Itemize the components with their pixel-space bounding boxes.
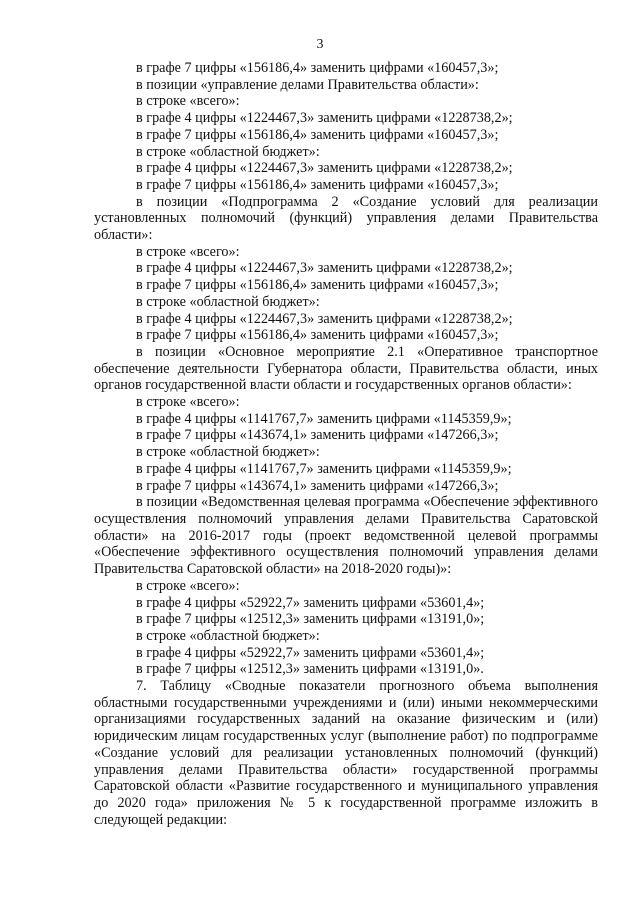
- paragraph: в строке «областной бюджет»:: [136, 627, 320, 644]
- paragraph: в графе 4 цифры «1224467,3» заменить цифрами «1228738,2»;: [136, 260, 513, 277]
- paragraph: в графе 4 цифры «1141767,7» заменить цифрами «1145359,9»;: [136, 460, 512, 477]
- paragraph: в графе 4 цифры «1224467,3» заменить цифрами «1228738,2»;: [136, 160, 513, 177]
- paragraph: в графе 4 цифры «1224467,3» заменить цифрами «1228738,2»;: [136, 110, 513, 127]
- paragraph: в графе 7 цифры «156186,4» заменить цифрами «160457,3»;: [136, 176, 499, 193]
- paragraph: в строке «областной бюджет»:: [136, 293, 320, 310]
- paragraph: в строке «областной бюджет»:: [136, 143, 320, 160]
- paragraph: в позиции «Ведомственная целевая программа «Обеспечение эффективного осуществления полномочий управления делами Правительства Саратовской области» на 2016-2017 годы (проект ведомственной целевой программы «Обеспечение эффективного осуществления полномочий управления делами Правительства Саратовской области» на 2018-2020 годы)»:: [94, 494, 598, 578]
- paragraph: в графе 4 цифры «1141767,7» заменить цифрами «1145359,9»;: [136, 410, 512, 427]
- paragraph: 7. Таблицу «Сводные показатели прогнозного объема выполнения областными государственными учреждениями и (или) иными некоммерческими организациями государственных заданий на оказание физическим и (или) юридическим лицам государственных услуг (выполнение работ) по подпрограмме «Создание условий для реализации установленных полномочий (функций) управления делами Правительства области» государственной программы Саратовской области «Развитие государственного и муниципального управления до 2020 года» приложения № 5 к государственной программе изложить в следующей редакции:: [94, 678, 598, 828]
- paragraph: в строке «областной бюджет»:: [136, 444, 320, 461]
- page-number: 3: [316, 37, 324, 52]
- paragraph: в графе 7 цифры «143674,1» заменить цифрами «147266,3»;: [136, 477, 499, 494]
- paragraph: в позиции «Подпрограмма 2 «Создание условий для реализации установленных полномочий (функций) управления делами Правительства области»:: [94, 193, 598, 244]
- paragraph: в графе 4 цифры «52922,7» заменить цифрами «53601,4»;: [136, 594, 485, 611]
- paragraph: в графе 7 цифры «156186,4» заменить цифрами «160457,3»;: [136, 60, 499, 76]
- paragraph: в графе 4 цифры «52922,7» заменить цифрами «53601,4»;: [136, 644, 485, 661]
- paragraph: в графе 7 цифры «12512,3» заменить цифрами «13191,0».: [136, 661, 484, 678]
- paragraph: в графе 7 цифры «156186,4» заменить цифрами «160457,3»;: [136, 126, 499, 143]
- paragraph: в позиции «управление делами Правительства области»:: [136, 76, 479, 93]
- paragraph: в графе 7 цифры «143674,1» заменить цифрами «147266,3»;: [136, 427, 499, 444]
- paragraph: в строке «всего»:: [136, 243, 240, 260]
- document-body: [94, 60, 598, 828]
- paragraph: в графе 7 цифры «12512,3» заменить цифрами «13191,0»;: [136, 611, 485, 628]
- paragraph: в строке «всего»:: [136, 577, 240, 594]
- paragraph: в графе 7 цифры «156186,4» заменить цифрами «160457,3»;: [136, 327, 499, 344]
- paragraph: в графе 4 цифры «1224467,3» заменить цифрами «1228738,2»;: [136, 310, 513, 327]
- paragraph: в графе 7 цифры «156186,4» заменить цифрами «160457,3»;: [136, 277, 499, 294]
- paragraph: в позиции «Основное мероприятие 2.1 «Оперативное транспортное обеспечение деятельности Губернатора области, Правительства области, иных органов государственной власти области и государственных органов области»:: [94, 343, 598, 394]
- paragraph: в строке «всего»:: [136, 394, 240, 411]
- paragraph: в строке «всего»:: [136, 93, 240, 110]
